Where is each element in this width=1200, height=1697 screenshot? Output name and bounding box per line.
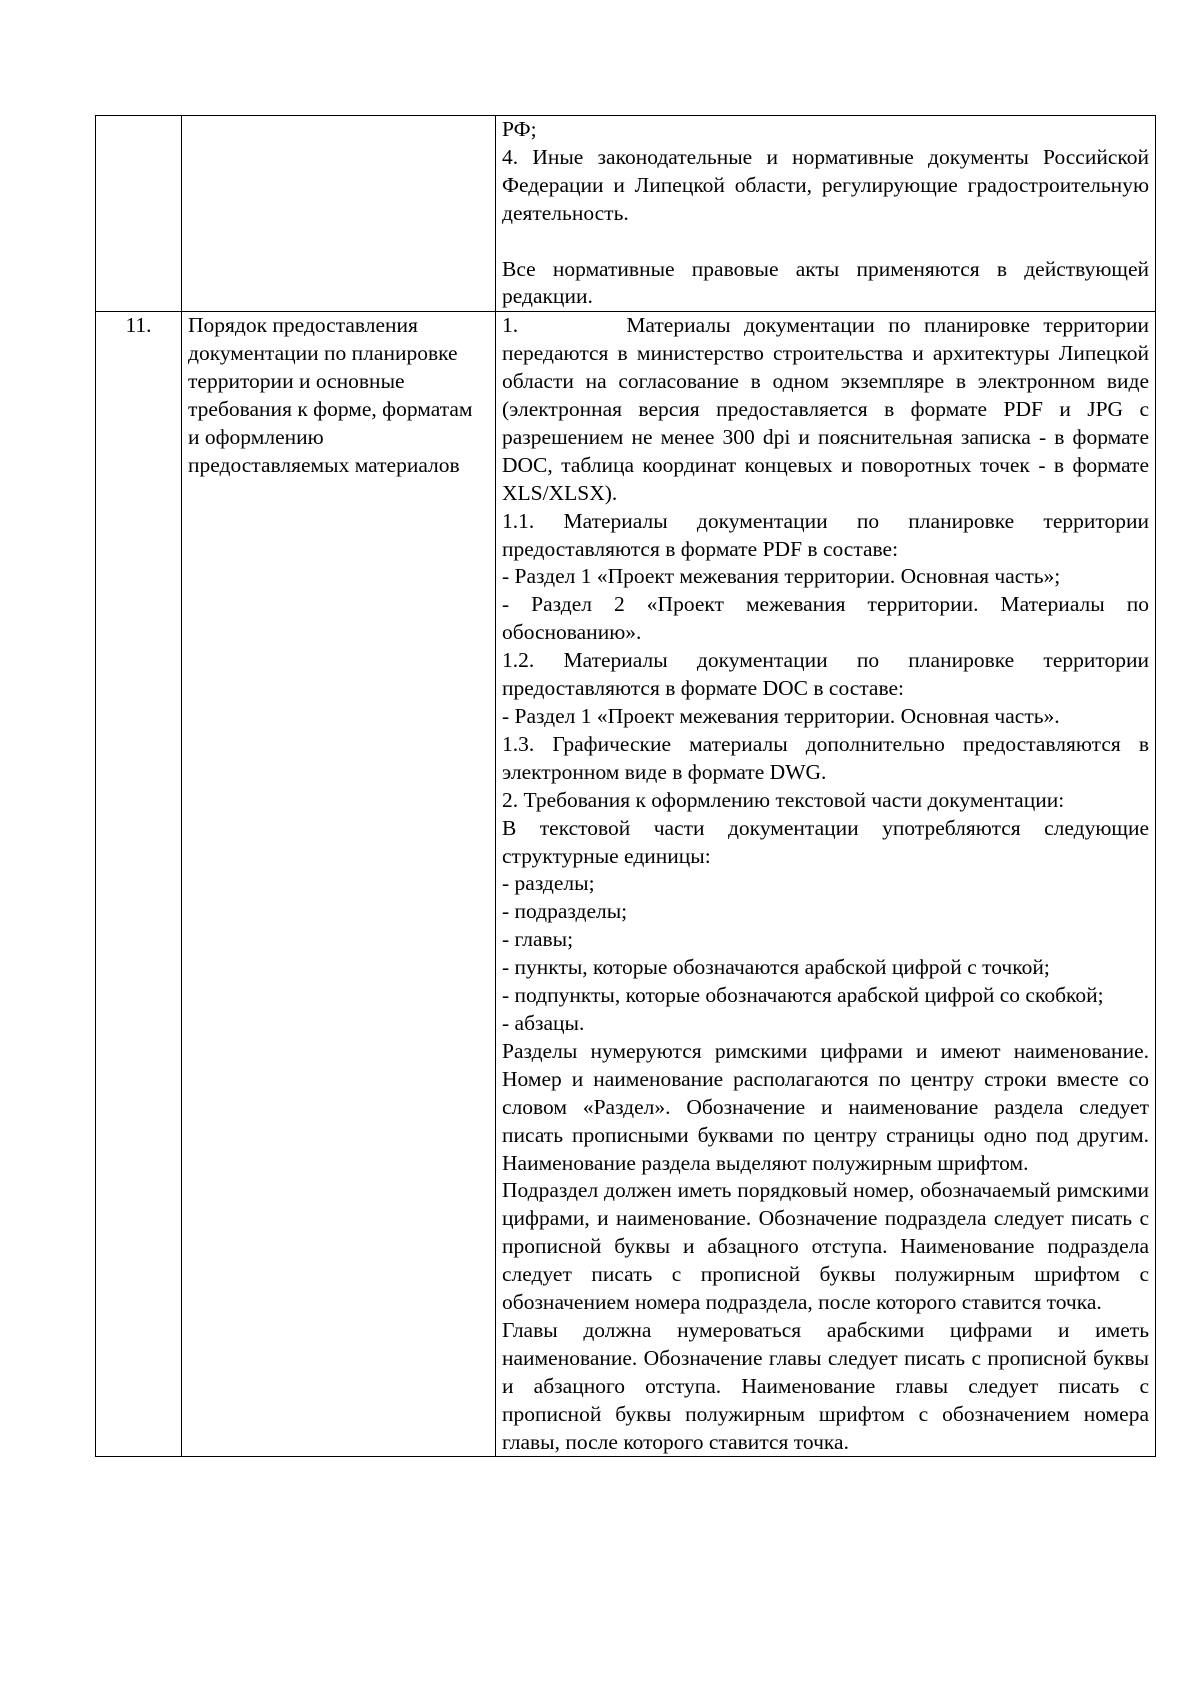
paragraph: 1.2. Материалы документации по планировке территории предоставляются в формате DOC в составе:	[502, 648, 1149, 701]
paragraph: Разделы нумеруются римскими цифрами и имеют наименование. Номер и наименование располагаются по центру строки вместе со словом «Раздел». Обозначение и наименование раздела следует писать прописными буквами по центру страницы одно под другим. Наименование раздела выделяют полужирным шрифтом.	[502, 1038, 1149, 1175]
row-content-cell	[496, 312, 1156, 1457]
paragraph: 1.3. Графические материалы дополнительно предоставляются в электронном виде в формате DWG.	[502, 731, 1149, 784]
paragraph: - абзацы.	[502, 1010, 585, 1035]
paragraph: - Раздел 1 «Проект межевания территории. Основная часть».	[502, 704, 1060, 729]
row-number-cell: 11.	[96, 312, 182, 1457]
table-row	[96, 312, 1156, 1457]
row-title-cell: Порядок предоставления документации по планировке территории и основные требования к форме, форматам и оформлению предоставляемых материалов	[182, 312, 496, 1457]
paragraph: 2. Требования к оформлению текстовой части документации:	[502, 787, 1065, 812]
paragraph: 1. Материалы документации по планировке территории передаются в министерство строительства и архитектуры Липецкой области на согласование в одном экземпляре в электронном виде (электронная версия предоставляется в формате PDF и JPG с разрешением не менее 300 dpi и пояснительная записка - в формате DOC, таблица координат концевых и поворотных точек - в формате XLS/XLSX).	[502, 313, 1149, 505]
paragraph: - Раздел 2 «Проект межевания территории. Материалы по обоснованию».	[502, 592, 1149, 645]
requirements-table	[95, 115, 1156, 1457]
blank-line	[502, 228, 1149, 256]
row-title-cell	[182, 116, 496, 312]
paragraph: - пункты, которые обозначаются арабской цифрой с точкой;	[502, 955, 1050, 980]
paragraph: Главы должна нумероваться арабскими цифрами и иметь наименование. Обозначение главы следует писать с прописной буквы и абзацного отступа. Наименование главы следует писать с прописной буквы полужирным шрифтом с обозначением номера главы, после которого ставится точка.	[502, 1317, 1149, 1454]
paragraph: В текстовой части документации употребляются следующие структурные единицы:	[502, 815, 1149, 868]
paragraph: 1.1. Материалы документации по планировке территории предоставляются в формате PDF в составе:	[502, 508, 1149, 561]
paragraph: - главы;	[502, 927, 574, 952]
paragraph: - подпункты, которые обозначаются арабской цифрой со скобкой;	[502, 983, 1104, 1008]
row-number-cell	[96, 116, 182, 312]
paragraph: - подразделы;	[502, 899, 628, 924]
paragraph: РФ;	[502, 117, 537, 141]
paragraph: - разделы;	[502, 871, 595, 896]
paragraph: 4. Иные законодательные и нормативные документы Российской Федерации и Липецкой области, регулирующие градостроительную деятельность.	[502, 144, 1149, 225]
table-row	[96, 116, 1156, 312]
paragraph: Все нормативные правовые акты применяются в действующей редакции.	[502, 256, 1149, 309]
paragraph: - Раздел 1 «Проект межевания территории. Основная часть»;	[502, 564, 1061, 589]
paragraph: Подраздел должен иметь порядковый номер, обозначаемый римскими цифрами, и наименование. Обозначение подраздела следует писать с прописной буквы и абзацного отступа. Наименование подраздела следует писать с прописной буквы полужирным шрифтом с обозначением номера подраздела, после которого ставится точка.	[502, 1178, 1149, 1315]
row-content-cell	[496, 116, 1156, 312]
